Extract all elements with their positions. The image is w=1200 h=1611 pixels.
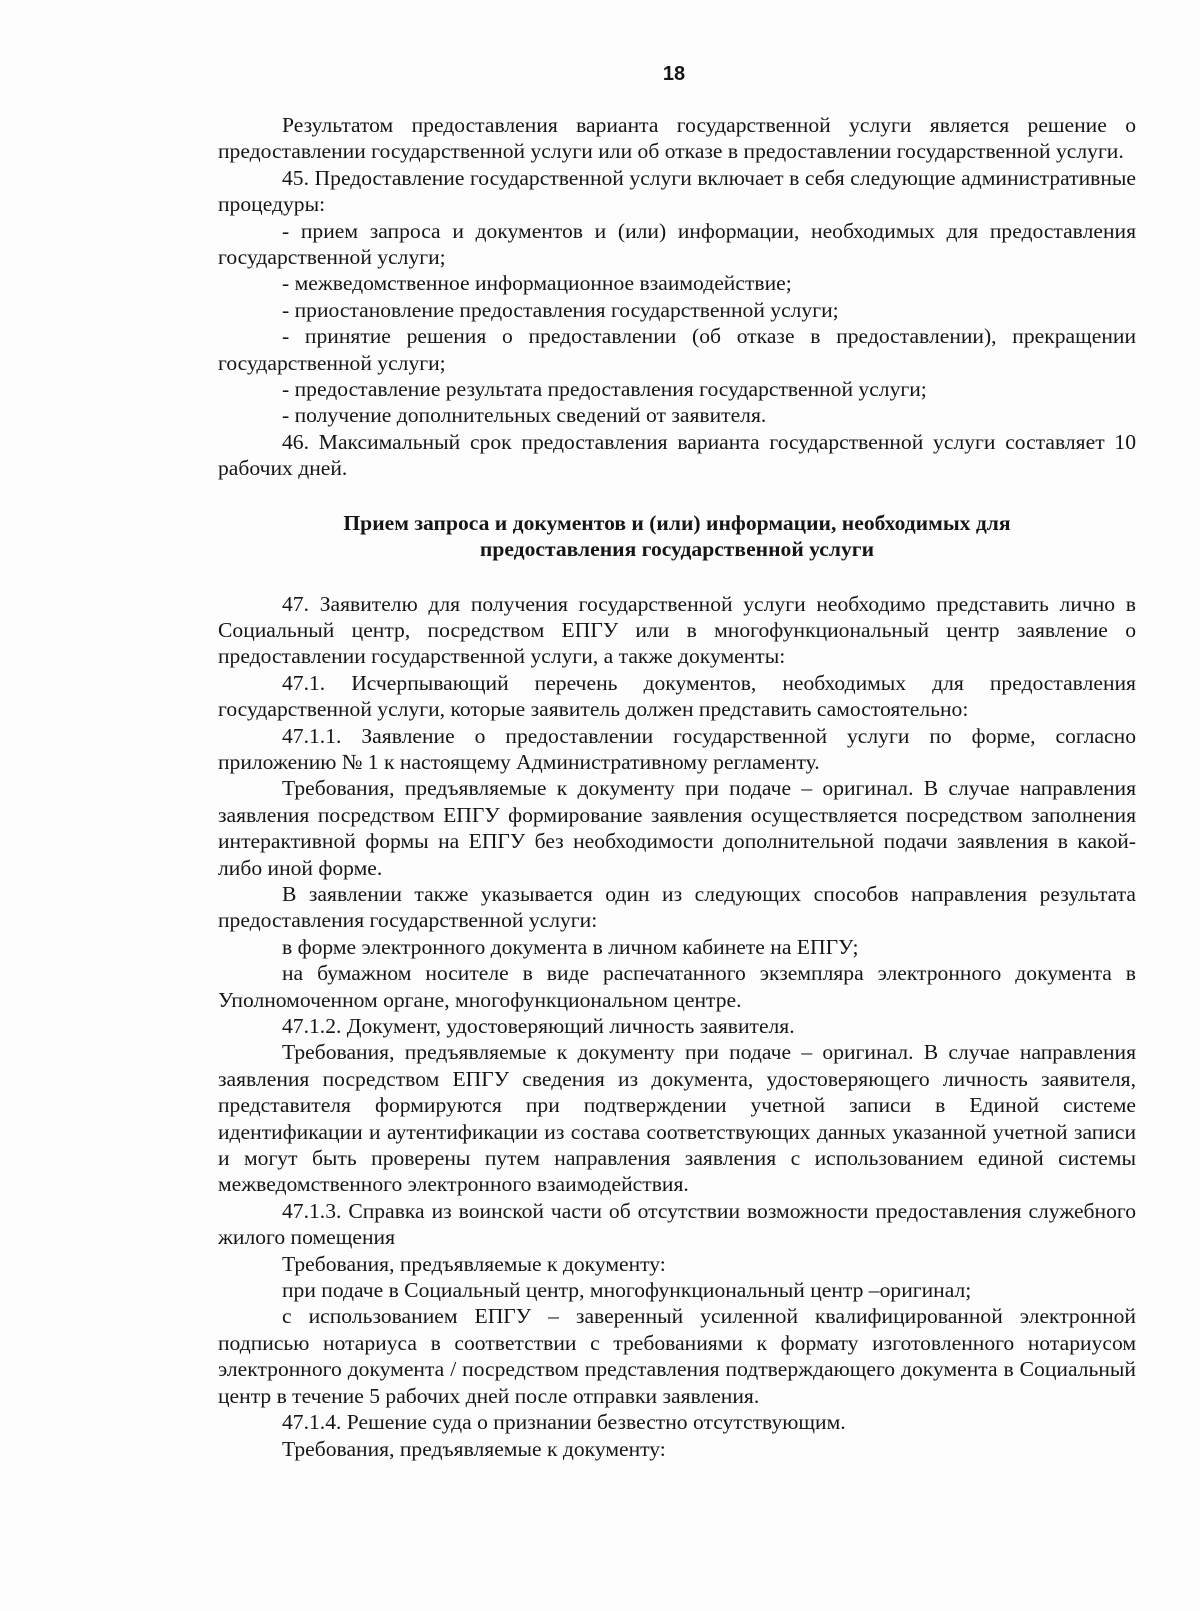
paragraph-47-1-4: 47.1.4. Решение суда о признании безвестно отсутствующим. xyxy=(282,1410,846,1435)
paragraph-45: 45. Предоставление государственной услуги включает в себя следующие административные процедуры: xyxy=(218,165,1136,217)
section-heading xyxy=(218,510,1136,563)
section-heading-line: Прием запроса и документов и (или) информации, необходимых для xyxy=(343,510,1011,535)
list-item-procedure: - приостановление предоставления государственной услуги; xyxy=(282,297,839,322)
list-item-requirement: с использованием ЕПГУ – заверенный усиленной квалифицированной электронной подписью нотариуса в соответствии с требованиями к формату изготовленного нотариусом электронного документа / посредством представления подтверждающего документа в Социальный центр в течение 5 рабочих дней после отправки заявления. xyxy=(218,1304,1136,1408)
page-number: 18 xyxy=(662,63,686,85)
paragraph-46: 46. Максимальный срок предоставления варианта государственной услуги составляет 10 рабочих дней. xyxy=(218,429,1136,481)
paragraph-result-methods: В заявлении также указывается один из следующих способов направления результата предоставления государственной услуги: xyxy=(218,881,1136,933)
paragraph-47-1-2: 47.1.2. Документ, удостоверяющий личность заявителя. xyxy=(282,1014,795,1038)
list-item-requirement: при подаче в Социальный центр, многофункциональный центр –оригинал; xyxy=(282,1278,972,1303)
paragraph-requirements-heading: Требования, предъявляемые к документу: xyxy=(282,1251,666,1276)
list-item-procedure: - предоставление результата предоставления государственной услуги; xyxy=(282,377,927,402)
paragraph-result: Результатом предоставления варианта государственной услуги является решение о предоставлении государственной услуги или об отказе в предоставлении государственной услуги. xyxy=(218,113,1136,164)
list-item-procedure: - получение дополнительных сведений от заявителя. xyxy=(282,403,767,428)
list-item-procedure: - прием запроса и документов и (или) информации, необходимых для предоставления государственной услуги; xyxy=(218,218,1136,270)
section-heading-line: предоставления государственной услуги xyxy=(479,537,875,562)
list-item-procedure: - принятие решения о предоставлении (об отказе в предоставлении), прекращении государственной услуги; xyxy=(218,324,1136,375)
document-body xyxy=(218,112,1136,1462)
paragraph-requirements-heading: Требования, предъявляемые к документу: xyxy=(282,1436,666,1461)
paragraph-47-1: 47.1. Исчерпывающий перечень документов, необходимых для предоставления государственной услуги, которые заявитель должен представить самостоятельно: xyxy=(218,670,1136,722)
paragraph-47-1-1: 47.1.1. Заявление о предоставлении государственной услуги по форме, согласно приложению № 1 к настоящему Административному регламенту. xyxy=(218,723,1136,774)
paragraph-requirements: Требования, предъявляемые к документу при подаче – оригинал. В случае направления заявления посредством ЕПГУ формирование заявления осуществляется посредством заполнения интерактивной формы на ЕПГУ без необходимости дополнительной подачи заявления в какой-либо иной форме. xyxy=(218,776,1136,880)
list-item-method: на бумажном носителе в виде распечатанного экземпляра электронного документа в Уполномоченном органе, многофункциональном центре. xyxy=(218,961,1136,1012)
list-item-procedure: - межведомственное информационное взаимодействие; xyxy=(282,271,792,296)
paragraph-47-1-3: 47.1.3. Справка из воинской части об отсутствии возможности предоставления служебного жилого помещения xyxy=(218,1198,1136,1250)
list-item-method: в форме электронного документа в личном кабинете на ЕПГУ; xyxy=(282,934,859,959)
paragraph-47: 47. Заявителю для получения государственной услуги необходимо представить лично в Социальный центр, посредством ЕПГУ или в многофункциональный центр заявление о предоставлении государственной услуги, а также документы: xyxy=(218,591,1136,669)
paragraph-requirements: Требования, предъявляемые к документу при подаче – оригинал. В случае направления заявления посредством ЕПГУ сведения из документа, удостоверяющего личность заявителя, представителя формируются при подтверждении учетной записи в Единой системе идентификации и аутентификации из состава соответствующих данных указанной учетной записи и могут быть проверены путем направления заявления с использованием единой системы межведомственного электронного взаимодействия. xyxy=(218,1040,1136,1197)
